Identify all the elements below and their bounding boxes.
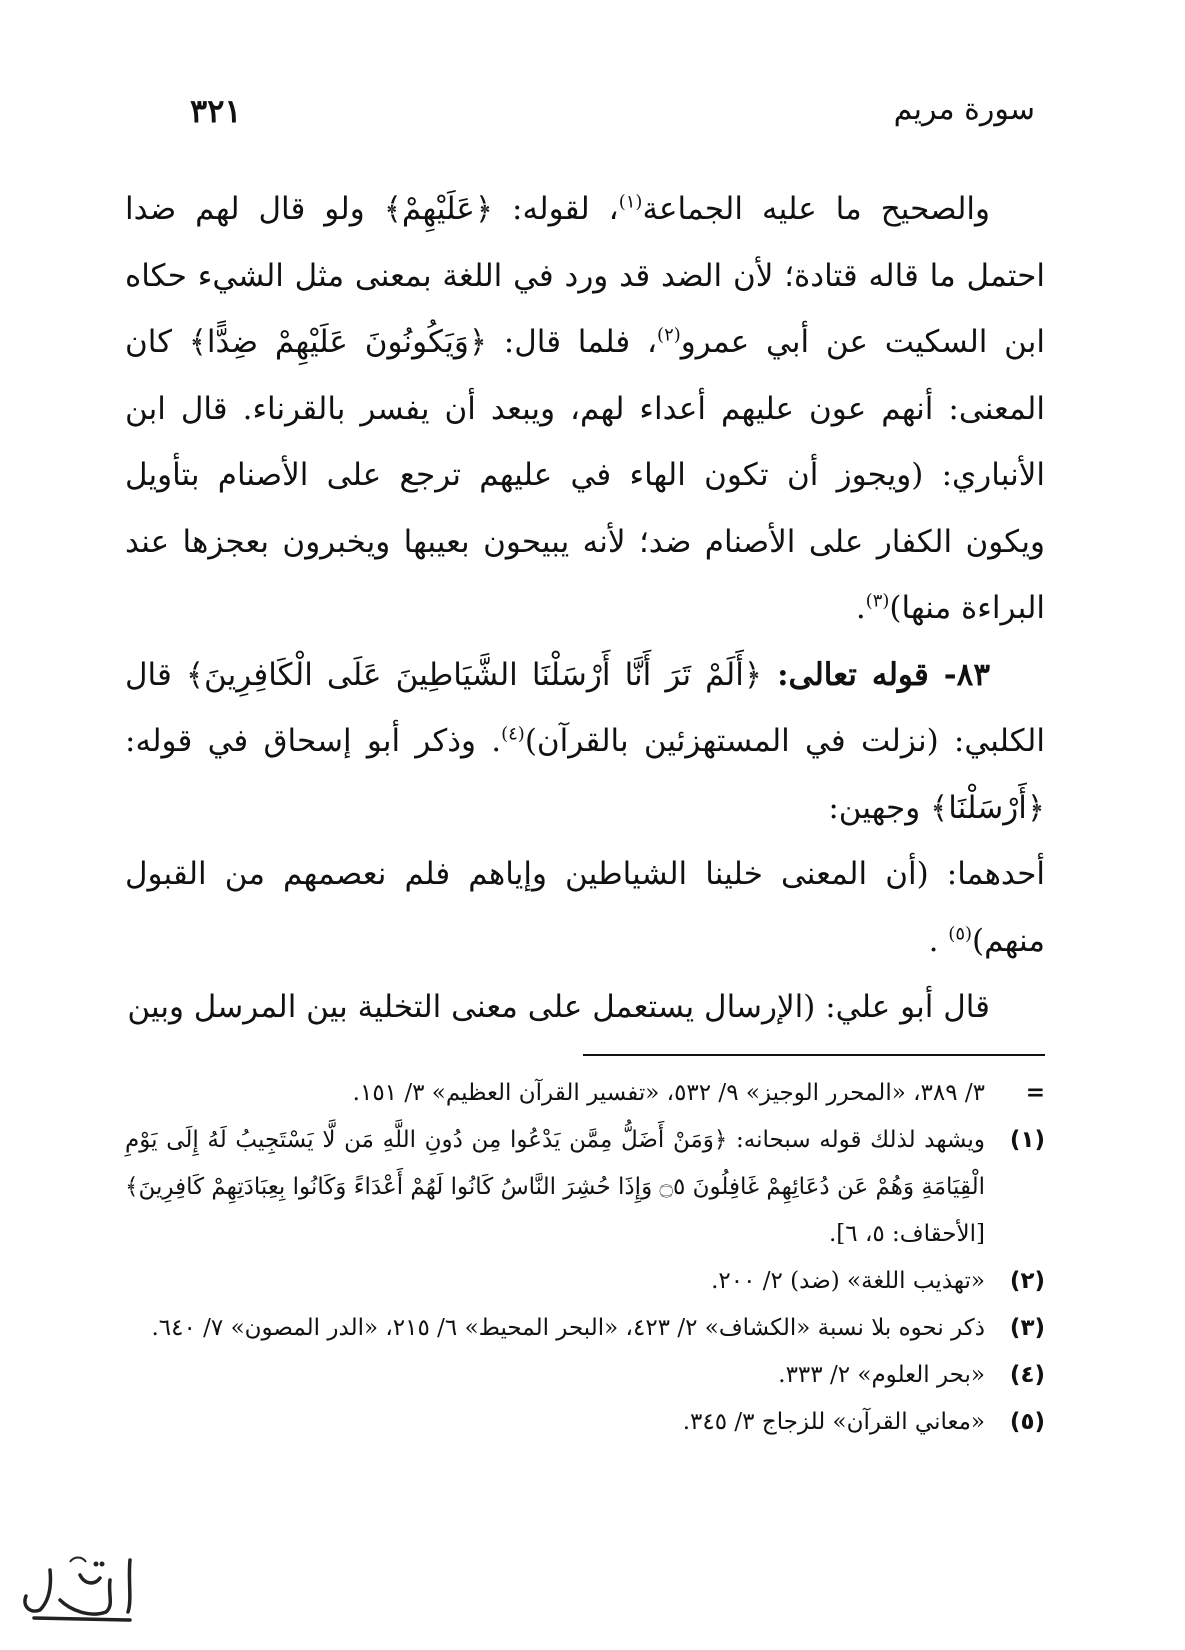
footnote-text: «معاني القرآن» للزجاج ٣/ ٣٤٥. — [682, 1409, 985, 1435]
paragraph-1 — [125, 176, 1045, 642]
page-number: ٣٢١ — [190, 92, 242, 130]
text-span: أحدهما: (أن المعنى خلينا الشياطين وإياهم فلم نعصمهم من القبول منهم) — [125, 856, 1045, 959]
text-span: كان المعنى: أنهم عون عليهم أعداء لهم، ويبعد أن يفسر بالقرناء. قال ابن الأنباري: (ويجوز أن تكون الهاء في عليهم ترجع على الأصنام بتأويل ويكون الكفار على الأصنام ضد؛ لأنه يبيحون بعيبها ويخبرون بعجزها عند البراءة منها) — [125, 324, 1045, 626]
footnote-ref-1[interactable]: (١) — [618, 191, 643, 213]
footnote-number: = — [1025, 1080, 1045, 1106]
footnote-ref-4[interactable]: (٤) — [501, 723, 525, 745]
footnote-number: (٣) — [1009, 1315, 1045, 1341]
footnote-5 — [125, 1399, 1045, 1446]
footnote-number: (٤) — [1009, 1362, 1045, 1388]
footnote-3 — [125, 1305, 1045, 1352]
paragraph-3 — [125, 841, 1045, 974]
text-span: ولو قال لهم ضدا احتمل ما قاله قتادة؛ لأن الضد قد ورد في اللغة بمعنى مثل الشيء حكاه ابن السكيت عن أبي عمرو — [125, 191, 1045, 360]
footnote-text: ذكر نحوه بلا نسبة «الكشاف» ٢/ ٤٢٣، «البحر المحيط» ٦/ ٢١٥، «الدر المصون» ٧/ ٦٤٠. — [151, 1315, 985, 1341]
paragraph-2 — [125, 642, 1045, 842]
text-span: ، فلما قال: — [487, 324, 658, 360]
footnote-continued — [125, 1070, 1045, 1117]
footnote-text: «بحر العلوم» ٢/ ٣٣٣. — [778, 1362, 985, 1388]
quran-quote: ﴿عَلَيْهِمْ﴾ — [383, 191, 494, 227]
page-header — [190, 92, 1035, 142]
text-span: . وذكر أبو إسحاق في قوله: — [125, 723, 502, 759]
footnote-number: (٥) — [1009, 1409, 1045, 1435]
footnote-text: ٣/ ٣٨٩، «المحرر الوجيز» ٩/ ٥٣٢، «تفسير القرآن العظيم» ٣/ ١٥١. — [352, 1080, 985, 1106]
footnote-ref-5[interactable]: (٥) — [948, 923, 973, 945]
quran-quote: ﴿أَرْسَلْنَا﴾ — [930, 789, 1045, 826]
footnote-text: ويشهد لذلك قوله سبحانه: ﴿وَمَنْ أَضَلُّ مِمَّن يَدْعُوا مِن دُونِ اللَّهِ مَن لَّا يَسْتَجِيبُ لَهُ إِلَى يَوْمِ الْقِيَامَةِ وَهُمْ عَن دُعَائِهِمْ غَافِلُونَ ۝٥ وَإِذَا حُشِرَ النَّاسُ كَانُوا لَهُمْ أَعْدَاءً وَكَانُوا بِعِبَادَتِهِمْ كَافِرِينَ﴾ [الأحقاف: ٥، ٦]. — [125, 1127, 985, 1247]
text-span: . — [855, 590, 866, 626]
text-span: ، لقوله: — [493, 191, 619, 227]
footnote-number: (١) — [1009, 1127, 1045, 1153]
footnote-2 — [125, 1258, 1045, 1305]
text-span: وجهين: — [828, 789, 931, 826]
quran-quote: ﴿أَلَمْ تَرَ أَنَّا أَرْسَلْنَا الشَّيَاطِينَ عَلَى الْكَافِرِينَ﴾ — [185, 656, 763, 693]
text-span: قال الكلبي: (نزلت في المستهزئين بالقرآن) — [125, 656, 1045, 759]
main-text — [125, 176, 1045, 1041]
footnote-divider — [583, 1054, 1045, 1056]
paragraph-4 — [125, 974, 1045, 1041]
footnote-text: «تهذيب اللغة» (ضد) ٢/ ٢٠٠. — [711, 1268, 985, 1294]
footnote-ref-3[interactable]: (٣) — [865, 590, 890, 612]
footnote-4 — [125, 1352, 1045, 1399]
text-span: والصحيح ما عليه الجماعة — [642, 191, 990, 227]
footnote-1 — [125, 1117, 1045, 1258]
calligraphy-watermark-logo — [10, 1540, 150, 1630]
verse-number-lead: ٨٣- قوله تعالى: — [762, 656, 990, 693]
footnote-ref-2[interactable]: (٢) — [657, 324, 681, 346]
text-span: قال أبو علي: (الإرسال يستعمل على معنى التخلية بين المرسل وبين — [127, 989, 990, 1025]
footnote-number: (٢) — [1009, 1268, 1045, 1294]
text-span: . — [928, 922, 949, 959]
footnotes — [125, 1070, 1045, 1446]
quran-quote: ﴿وَيَكُونُونَ عَلَيْهِمْ ضِدًّا﴾ — [188, 324, 488, 360]
surah-title: سورة مريم — [893, 92, 1035, 127]
